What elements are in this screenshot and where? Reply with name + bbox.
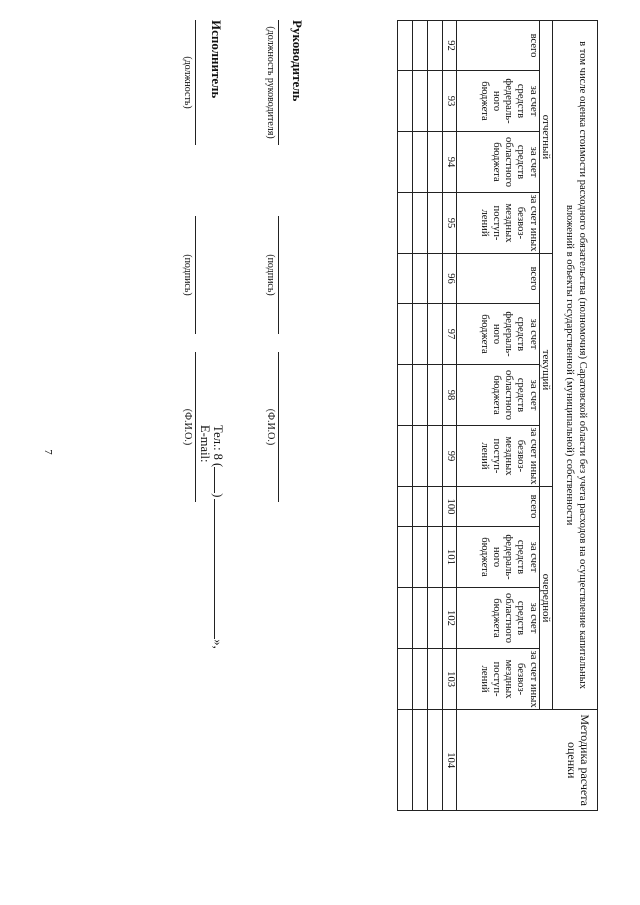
empty-cell[interactable] (397, 132, 412, 193)
period-reporting: отчетный (539, 21, 552, 254)
column-number: 103 (442, 649, 456, 710)
table-row (397, 21, 412, 811)
empty-cell[interactable] (427, 588, 442, 649)
empty-cell[interactable] (397, 527, 412, 588)
column-number: 98 (442, 365, 456, 426)
column-number: 96 (442, 254, 456, 304)
empty-cell[interactable] (412, 588, 427, 649)
email-label: E-mail: (198, 425, 212, 463)
header-row-subheaders (456, 21, 539, 811)
landscape-page (80, 20, 640, 865)
empty-cell[interactable] (397, 588, 412, 649)
table-header-title: в том числе оценка стоимости расходного обязательства (полномочия) Саратовской области без учета расходов на осуществление капитальных вложений в объекты государственной (муниципальной) собственности (553, 21, 598, 710)
head-signature-block (245, 20, 305, 580)
empty-cell[interactable] (427, 487, 442, 527)
column-number: 100 (442, 487, 456, 527)
table-row (412, 21, 427, 811)
table-row (427, 21, 442, 811)
empty-cell[interactable] (427, 365, 442, 426)
subheader-federal: за счет средств федераль-ного бюджета (456, 304, 539, 365)
empty-cell[interactable] (412, 304, 427, 365)
phone-suffix: », (211, 639, 225, 649)
page-number: 7 (42, 449, 54, 455)
empty-cell[interactable] (397, 304, 412, 365)
executor-contacts (198, 425, 226, 785)
empty-cell[interactable] (427, 527, 442, 588)
empty-cell[interactable] (412, 527, 427, 588)
empty-cell[interactable] (412, 365, 427, 426)
subheader-federal: за счет средств федераль-ного бюджета (456, 71, 539, 132)
head-signature-line[interactable] (278, 216, 279, 334)
empty-cell[interactable] (412, 426, 427, 487)
subheader-other: за счет иных безвоз-мездных поступ-лений (456, 193, 539, 254)
empty-cell[interactable] (427, 21, 442, 71)
head-title: Руководитель (290, 20, 305, 102)
executor-signature-line[interactable] (195, 216, 196, 334)
empty-cell[interactable] (427, 649, 442, 710)
empty-cell[interactable] (412, 193, 427, 254)
empty-cell[interactable] (412, 132, 427, 193)
executor-position-line[interactable] (195, 20, 196, 145)
empty-cell[interactable] (427, 304, 442, 365)
empty-cell[interactable] (427, 254, 442, 304)
empty-cell[interactable] (412, 21, 427, 71)
executor-name-line[interactable] (195, 352, 196, 502)
empty-cell[interactable] (412, 710, 427, 811)
empty-cell[interactable] (397, 426, 412, 487)
column-number: 93 (442, 71, 456, 132)
empty-cell[interactable] (397, 254, 412, 304)
empty-cell[interactable] (397, 365, 412, 426)
column-number: 97 (442, 304, 456, 365)
executor-title: Исполнитель (209, 20, 224, 99)
period-current: текущий (539, 254, 552, 487)
head-name-label: (Ф.И.О.) (265, 408, 276, 446)
empty-cell[interactable] (412, 71, 427, 132)
empty-cell[interactable] (427, 426, 442, 487)
subheader-total: всего (456, 21, 539, 71)
period-next: очередной (539, 487, 552, 710)
empty-cell[interactable] (397, 21, 412, 71)
empty-cell[interactable] (427, 132, 442, 193)
subheader-total: всего (456, 254, 539, 304)
subheader-other: за счет иных безвоз-мездных поступ-лений (456, 426, 539, 487)
method-header: Методика расчета оценки (456, 710, 597, 811)
cost-estimate-table (397, 20, 598, 811)
empty-cell[interactable] (412, 254, 427, 304)
column-number: 101 (442, 527, 456, 588)
empty-cell[interactable] (412, 487, 427, 527)
empty-cell[interactable] (397, 71, 412, 132)
empty-cell[interactable] (397, 710, 412, 811)
executor-name-label: (Ф.И.О.) (182, 408, 193, 446)
head-signature-label: (подпись) (265, 254, 276, 296)
subheader-regional: за счет средств областного бюджета (456, 132, 539, 193)
phone-prefix: Тел.: 8 ( (211, 425, 225, 468)
column-number: 102 (442, 588, 456, 649)
subheader-total: всего (456, 487, 539, 527)
empty-cell[interactable] (427, 193, 442, 254)
header-row-title (553, 21, 598, 811)
empty-cell[interactable] (427, 71, 442, 132)
header-row-periods (539, 21, 552, 811)
column-number: 104 (442, 710, 456, 811)
phone-mid: ) (211, 493, 225, 498)
column-numbers-row (442, 21, 456, 811)
empty-cell[interactable] (427, 710, 442, 811)
head-position-line[interactable] (278, 20, 279, 145)
column-number: 94 (442, 132, 456, 193)
empty-cell[interactable] (412, 649, 427, 710)
column-number: 99 (442, 426, 456, 487)
subheader-regional: за счет средств областного бюджета (456, 365, 539, 426)
subheader-federal: за счет средств федераль-ного бюджета (456, 527, 539, 588)
subheader-regional: за счет средств областного бюджета (456, 588, 539, 649)
column-number: 92 (442, 21, 456, 71)
empty-cell[interactable] (397, 193, 412, 254)
empty-cell[interactable] (397, 487, 412, 527)
executor-position-label: (должность) (182, 56, 193, 109)
column-number: 95 (442, 193, 456, 254)
subheader-other: за счет иных безвоз-мездных поступ-лений (456, 649, 539, 710)
empty-cell[interactable] (397, 649, 412, 710)
executor-signature-label: (подпись) (182, 254, 193, 296)
head-position-label: (должность руководителя) (265, 26, 276, 139)
phone-number-field[interactable] (214, 499, 226, 639)
head-name-line[interactable] (278, 352, 279, 502)
phone-code-field[interactable] (214, 467, 226, 493)
